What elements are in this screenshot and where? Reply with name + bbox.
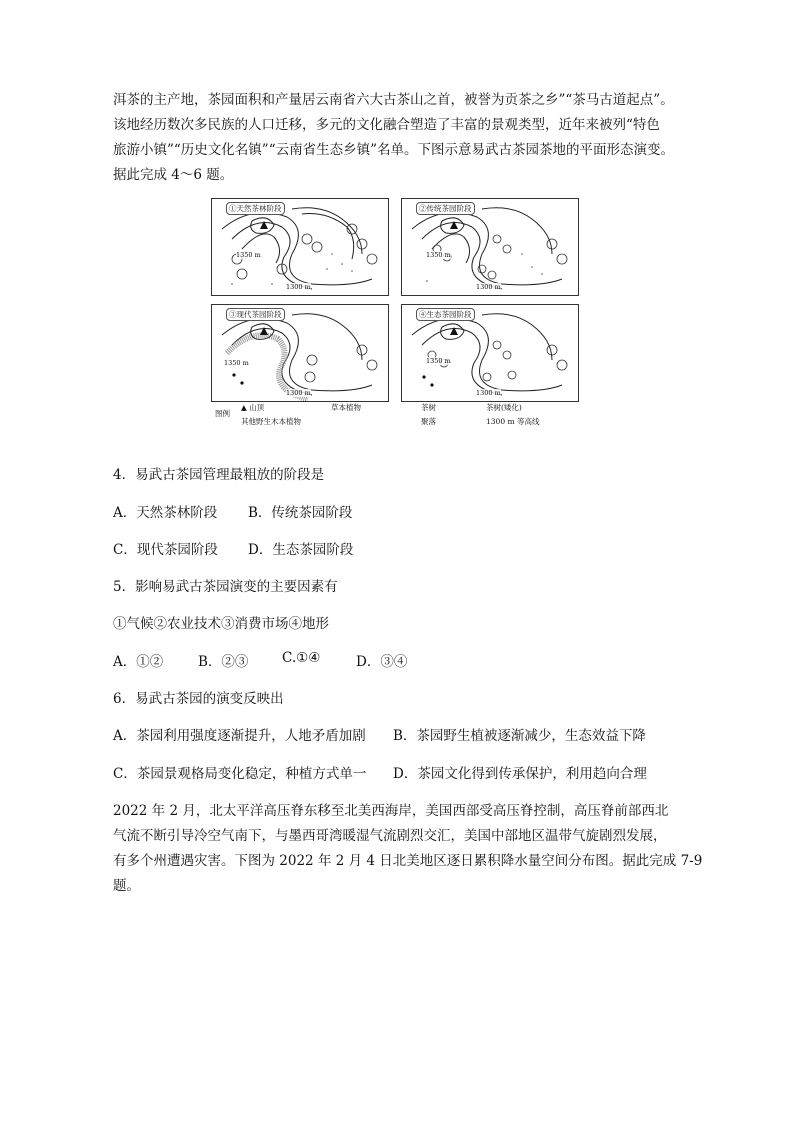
legend-tea-dwarf: 茶树(矮化) (486, 403, 522, 412)
q4-option-c[interactable]: C．现代茶园阶段 (113, 542, 218, 558)
q5-option-a[interactable]: A．①② (113, 654, 164, 670)
q4-option-d[interactable]: D．生态茶园阶段 (248, 542, 354, 558)
passage2-line-3: 有多个州遭遇灾害。下图为 2022 年 2 月 4 日北美地区逐日累积降水量空间分布图。据此完成 7-9 (113, 853, 703, 869)
panel-ecological-tea-garden (401, 304, 579, 402)
contour-label: 1350 m (426, 357, 451, 365)
q5-option-b[interactable]: B．②③ (198, 654, 249, 670)
intro-line-1: 洱茶的主产地，茶园面积和产量居云南省六大古茶山之首，被誉为贡茶之乡”“茶马古道起点”。 (113, 92, 674, 108)
q4-option-b[interactable]: B．传统茶园阶段 (248, 505, 353, 521)
q5-factors: ①气候②农业技术③消费市场④地形 (113, 616, 329, 632)
intro-line-3: 旅游小镇”“历史文化名镇”“云南省生态乡镇”名单。下图示意易武古茶园茶地的平面形态演变。 (113, 142, 675, 158)
q6-stem: 6．易武古茶园的演变反映出 (113, 691, 284, 707)
tea-garden-evolution-figure (211, 198, 583, 432)
q5-option-c[interactable]: C.①④ (282, 650, 321, 666)
q6-option-c[interactable]: C．茶园景观格局变化稳定，种植方式单一 (113, 766, 367, 782)
q5-option-d[interactable]: D．③④ (356, 654, 408, 670)
q6-option-a[interactable]: A．茶园利用强度逐渐提升，人地矛盾加剧 (113, 728, 366, 744)
legend-woody: 其他野生木本植物 (241, 417, 301, 426)
contour-label: 1300 m (286, 283, 311, 291)
contour-label: 1300 m (476, 283, 501, 291)
panel-traditional-tea-garden (401, 198, 579, 296)
q6-option-d[interactable]: D．茶园文化得到传承保护，利用趋向合理 (393, 766, 647, 782)
contour-label: 1350 m (224, 359, 249, 367)
contour-label: 1300 m (286, 389, 311, 397)
legend-tea: 茶树 (421, 403, 436, 412)
passage2-line-2: 气流不断引导冷空气南下，与墨西哥湾暖湿气流剧烈交汇，美国中部地区温带气旋剧烈发展， (113, 828, 667, 844)
panel-title: ④生态茶园阶段 (416, 308, 475, 321)
q5-stem: 5．影响易武古茶园演变的主要因素有 (113, 579, 338, 595)
q6-option-b[interactable]: B．茶园野生植被逐渐减少，生态效益下降 (393, 728, 646, 744)
legend-grass: 草本植物 (331, 403, 361, 412)
legend-peak: ▲ 山顶 (241, 403, 265, 412)
panel-title: ①天然茶林阶段 (226, 202, 285, 215)
panel-title: ②传统茶园阶段 (416, 202, 475, 215)
contour-label: 1350 m (426, 251, 451, 259)
q4-stem: 4．易武古茶园管理最粗放的阶段是 (113, 467, 325, 483)
passage2-line-4: 题。 (113, 878, 140, 894)
figure-legend (211, 402, 583, 432)
panel-modern-tea-garden (211, 304, 389, 402)
legend-contour: 1300 m 等高线 (486, 417, 540, 426)
contour-label: 1350 m (236, 251, 261, 259)
legend-settlement: 聚落 (421, 417, 436, 426)
intro-line-2: 该地经历数次多民族的人口迁移，多元的文化融合塑造了丰富的景观类型，近年来被列“特色 (113, 117, 660, 133)
contour-label: 1300 m (476, 389, 501, 397)
q4-option-a[interactable]: A．天然茶林阶段 (113, 505, 218, 521)
intro-line-4: 据此完成 4～6 题。 (113, 167, 234, 183)
passage2-line-1: 2022 年 2 月，北太平洋高压脊东移至北美西海岸，美国西部受高压脊控制，高压脊前部西北 (113, 803, 669, 819)
panel-title: ③现代茶园阶段 (226, 308, 285, 321)
legend-label: 图例 (215, 409, 230, 418)
panel-natural-tea-forest (211, 198, 389, 296)
